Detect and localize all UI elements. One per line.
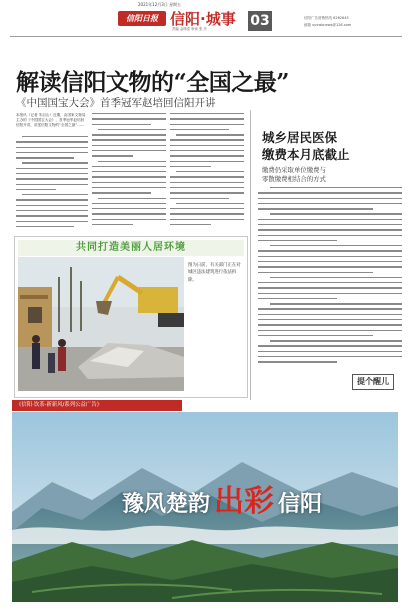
article-column-2 <box>92 113 166 234</box>
page-number: 03 <box>250 13 270 29</box>
poster-slogan <box>122 476 322 520</box>
article-headline: 解读信阳文物的“全国之最” <box>16 69 289 96</box>
side-article-body <box>258 187 402 365</box>
section-title: 信阳·城事 <box>170 10 236 28</box>
page-header <box>0 0 410 36</box>
newspaper-logo <box>118 11 166 26</box>
article-intro: 本报讯（记者 朱启山）近期，由国家文物局主办的《中国国宝大会》，首季冠军赵培回信阳开讲，讲述信阳文物的“全国之最”…… <box>16 113 86 127</box>
landscape-poster <box>12 412 398 602</box>
reminder-badge <box>352 374 394 390</box>
side-article-title-2: 缴费本月底截止 <box>262 147 350 162</box>
photo-border <box>14 236 248 398</box>
reminder-badge-text: 提个醒儿 <box>357 377 389 386</box>
article-column-3 <box>170 113 244 234</box>
slogan-part-2: 出彩 <box>214 484 275 519</box>
photo-banner-text: 共同打造美丽人居环境 <box>76 242 186 253</box>
side-article-title-1: 城乡居民医保 <box>262 130 338 145</box>
page-number-box <box>248 11 272 31</box>
side-article-deck-1: 缴费仍采取单位缴费与 <box>262 166 326 174</box>
editor-line: 责编 金珠泰 审读 张 杰 <box>172 27 207 31</box>
side-article-deck-2: 零散缴费相结合的方式 <box>262 175 326 183</box>
slogan-part-3: 信阳 <box>278 491 323 517</box>
article-column-1 <box>16 136 88 234</box>
side-article-rule <box>250 110 251 400</box>
article-subheadline: 《中国国宝大会》首季冠军赵培回信阳开讲 <box>16 97 216 109</box>
bottom-ad-tag-box <box>12 400 182 411</box>
slogan-part-1: 豫风楚韵 <box>122 491 211 517</box>
header-date: 2021年12月3日 星期五 <box>138 2 182 7</box>
photo-caption: 图为日前，有关部门正在对城区违法建筑进行依法拆除。 <box>188 263 241 283</box>
contact-email: 邮箱 xyxwbnews@126.com <box>304 23 352 27</box>
ad-phone: 信阳广告营销热线 6262645 <box>304 16 349 20</box>
logo-text: 信阳日报 <box>126 14 158 23</box>
bottom-ad-tag: 《信阳·饮茶·新新风/系列公益广告》 <box>16 402 103 408</box>
header-rule <box>10 36 402 37</box>
